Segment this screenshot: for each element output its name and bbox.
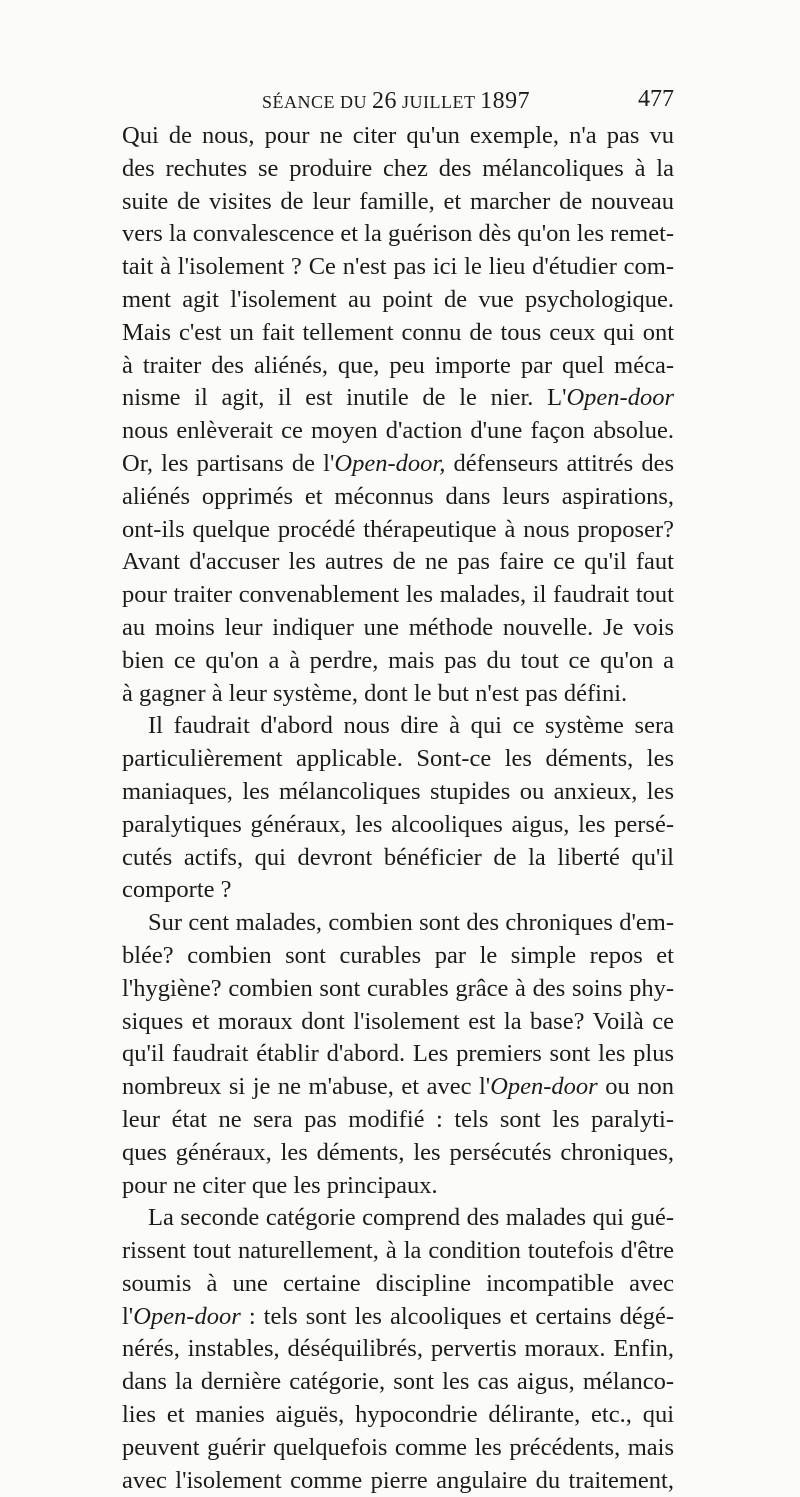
running-head-day: 26 <box>372 88 398 114</box>
text-line-content: l' <box>122 1302 134 1330</box>
text-line-content: nisme il agit, il est inutile de le nier. L' <box>122 384 567 412</box>
text-line <box>122 1399 674 1432</box>
body-text <box>122 120 674 1497</box>
text-line-content: dans la dernière catégorie, sont les cas aigus, mélanco- <box>122 1368 674 1396</box>
text-line-content: pour ne citer que les principaux. <box>122 1171 438 1199</box>
text-line <box>122 940 674 973</box>
text-line-content: nombreux si je ne m'abuse, et avec l' <box>122 1073 491 1101</box>
text-line-content: Or, les partisans de l' <box>122 449 335 477</box>
text-line <box>122 1432 674 1465</box>
italic-term: Open-door, <box>334 449 446 477</box>
text-line <box>122 1301 674 1334</box>
text-line <box>122 1071 674 1104</box>
text-line-content: avec l'isolement comme pierre angulaire du traitement, <box>122 1466 674 1494</box>
text-line <box>122 481 674 514</box>
text-line-content: ment agit l'isolement au point de vue psychologique. <box>122 285 674 313</box>
text-line-content: lies et manies aiguës, hypocondrie délirante, etc., qui <box>122 1401 674 1429</box>
text-line-content: comporte ? <box>122 876 232 904</box>
text-line-content: pour traiter convenablement les malades, il faudrait tout <box>122 581 674 609</box>
text-line-content: à gagner à leur système, dont le but n'est pas défini. <box>122 679 628 707</box>
text-line <box>122 350 674 383</box>
running-head-year: 1897 <box>480 88 531 114</box>
text-line <box>122 382 674 415</box>
text-line-content: leur état ne sera pas modifié : tels sont les paralyti- <box>122 1105 674 1133</box>
text-line-content: rissent tout naturellement, à la condition toutefois d'être <box>122 1237 674 1265</box>
text-line-content: au moins leur indiquer une méthode nouvelle. Je vois <box>122 613 674 641</box>
text-line <box>122 776 674 809</box>
text-line <box>122 1170 674 1203</box>
text-line <box>122 317 674 350</box>
italic-term: Open-door <box>133 1302 241 1330</box>
text-line <box>122 809 674 842</box>
text-line-content: maniaques, les mélancoliques stupides ou anxieux, les <box>122 777 674 805</box>
text-line-content: Mais c'est un fait tellement connu de tous ceux qui ont <box>122 318 674 346</box>
text-line-content: Il faudrait d'abord nous dire à qui ce système sera <box>148 712 674 740</box>
text-line <box>122 186 674 219</box>
page-number: 477 <box>638 86 674 112</box>
text-line <box>122 546 674 579</box>
text-line-content: aliénés opprimés et méconnus dans leurs aspirations, <box>122 482 674 510</box>
text-line-content: La seconde catégorie comprend des malades qui gué- <box>148 1204 674 1232</box>
text-line <box>122 1465 674 1497</box>
text-line <box>122 1235 674 1268</box>
text-line <box>122 120 674 153</box>
text-line <box>122 1038 674 1071</box>
text-line <box>122 743 674 776</box>
running-head <box>262 88 530 115</box>
text-line <box>122 1333 674 1366</box>
text-line-content: cutés actifs, qui devront bénéficier de la liberté qu'il <box>122 843 674 871</box>
running-head-session: SÉANCE DU <box>262 92 373 112</box>
text-line-content: soumis à une certaine discipline incompatible avec <box>122 1269 674 1297</box>
text-line-content: des rechutes se produire chez des mélancoliques à la <box>122 154 674 182</box>
text-line <box>122 1137 674 1170</box>
text-line <box>122 1202 674 1235</box>
text-line-content: suite de visites de leur famille, et marcher de nouveau <box>122 187 674 215</box>
text-line-content: tait à l'isolement ? Ce n'est pas ici le lieu d'étudier com- <box>122 253 674 281</box>
text-line-content: Qui de nous, pour ne citer qu'un exemple, n'a pas vu <box>122 122 674 149</box>
text-line-content: bien ce qu'on a à perdre, mais pas du tout ce qu'on a <box>122 646 674 674</box>
text-line <box>122 645 674 678</box>
text-line-content: nérés, instables, déséquilibrés, pervertis moraux. Enfin, <box>122 1335 674 1363</box>
text-line-content: paralytiques généraux, les alcooliques aigus, les persé- <box>122 810 674 838</box>
text-line <box>122 448 674 481</box>
text-line <box>122 678 674 711</box>
text-line-content: particulièrement applicable. Sont-ce les déments, les <box>122 745 674 773</box>
text-line <box>122 973 674 1006</box>
text-line-content: nous enlèverait ce moyen d'action d'une façon absolue. <box>122 417 674 445</box>
text-line <box>122 251 674 284</box>
text-line-content: qu'il faudrait établir d'abord. Les premiers sont les plus <box>122 1040 674 1068</box>
text-line <box>122 284 674 317</box>
text-line <box>122 1104 674 1137</box>
text-line-continuation: ou non <box>597 1073 674 1101</box>
text-line <box>122 153 674 186</box>
text-line <box>122 514 674 547</box>
text-line-content: vers la convalescence et la guérison dès qu'on les remet- <box>122 220 675 248</box>
italic-term: Open-door <box>566 384 674 412</box>
text-line-content: ques généraux, les déments, les persécutés chroniques, <box>122 1138 674 1166</box>
text-line <box>122 1006 674 1039</box>
text-line-content: l'hygiène? combien sont curables grâce à des soins phy- <box>122 974 674 1002</box>
text-line-continuation: : tels sont les alcooliques et certains dégé- <box>240 1302 674 1330</box>
text-line-content: siques et moraux dont l'isolement est la base? Voilà ce <box>122 1007 674 1035</box>
running-head-month: JUILLET <box>397 92 481 112</box>
text-line <box>122 579 674 612</box>
text-line-continuation: défenseurs attitrés des <box>445 449 674 477</box>
text-line <box>122 612 674 645</box>
text-line-content: peuvent guérir quelquefois comme les précédents, mais <box>122 1433 674 1461</box>
text-line-content: à traiter des aliénés, que, peu importe par quel méca- <box>122 351 674 379</box>
text-line <box>122 1268 674 1301</box>
text-line <box>122 218 674 251</box>
text-line <box>122 907 674 940</box>
text-line <box>122 1366 674 1399</box>
text-line-content: blée? combien sont curables par le simple repos et <box>122 941 674 969</box>
text-line-content: ont-ils quelque procédé thérapeutique à nous proposer? <box>122 515 674 543</box>
text-line <box>122 874 674 907</box>
text-line-content: Sur cent malades, combien sont des chroniques d'em- <box>148 909 674 937</box>
text-line <box>122 415 674 448</box>
text-line <box>122 710 674 743</box>
italic-term: Open-door <box>490 1073 598 1101</box>
page-header <box>122 88 674 118</box>
text-line <box>122 842 674 875</box>
text-line-content: Avant d'accuser les autres de ne pas faire ce qu'il faut <box>122 548 674 576</box>
